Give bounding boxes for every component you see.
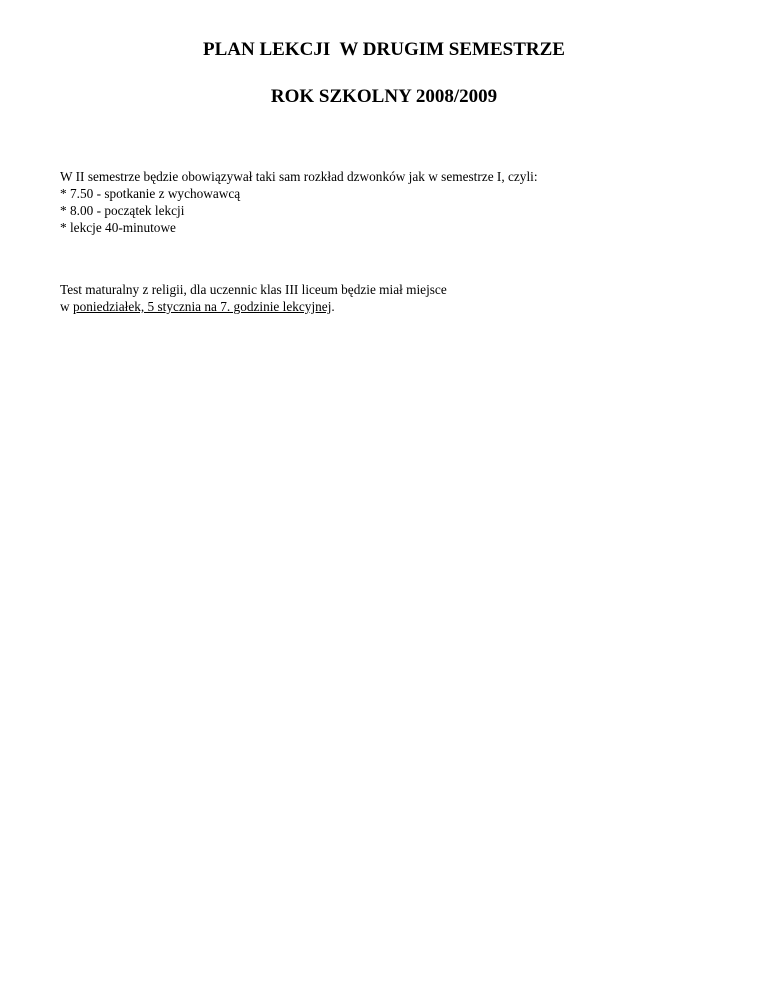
exam-notice-date-line <box>60 298 720 315</box>
schedule-intro: W II semestrze będzie obowiązywał taki sam rozkład dzwonków jak w semestrze I, czyli: <box>60 169 538 184</box>
bell-schedule-paragraph <box>60 168 720 236</box>
schedule-item: * 8.00 - początek lekcji <box>60 203 185 218</box>
document-title: PLAN LEKCJI W DRUGIM SEMESTRZE <box>203 39 565 60</box>
exam-notice-line: Test maturalny z religii, dla uczennic klas III liceum będzie miał miejsce <box>60 282 447 297</box>
exam-notice-suffix: . <box>331 299 335 314</box>
exam-date-underlined: poniedziałek, 5 stycznia na 7. godzinie lekcyjnej <box>72 299 332 314</box>
school-year-heading: ROK SZKOLNY 2008/2009 <box>270 86 498 107</box>
exam-notice-prefix: w <box>60 299 73 314</box>
exam-notice-paragraph <box>60 281 720 315</box>
schedule-item: * lekcje 40-minutowe <box>60 220 176 235</box>
schedule-item: * 7.50 - spotkanie z wychowawcą <box>60 186 241 201</box>
